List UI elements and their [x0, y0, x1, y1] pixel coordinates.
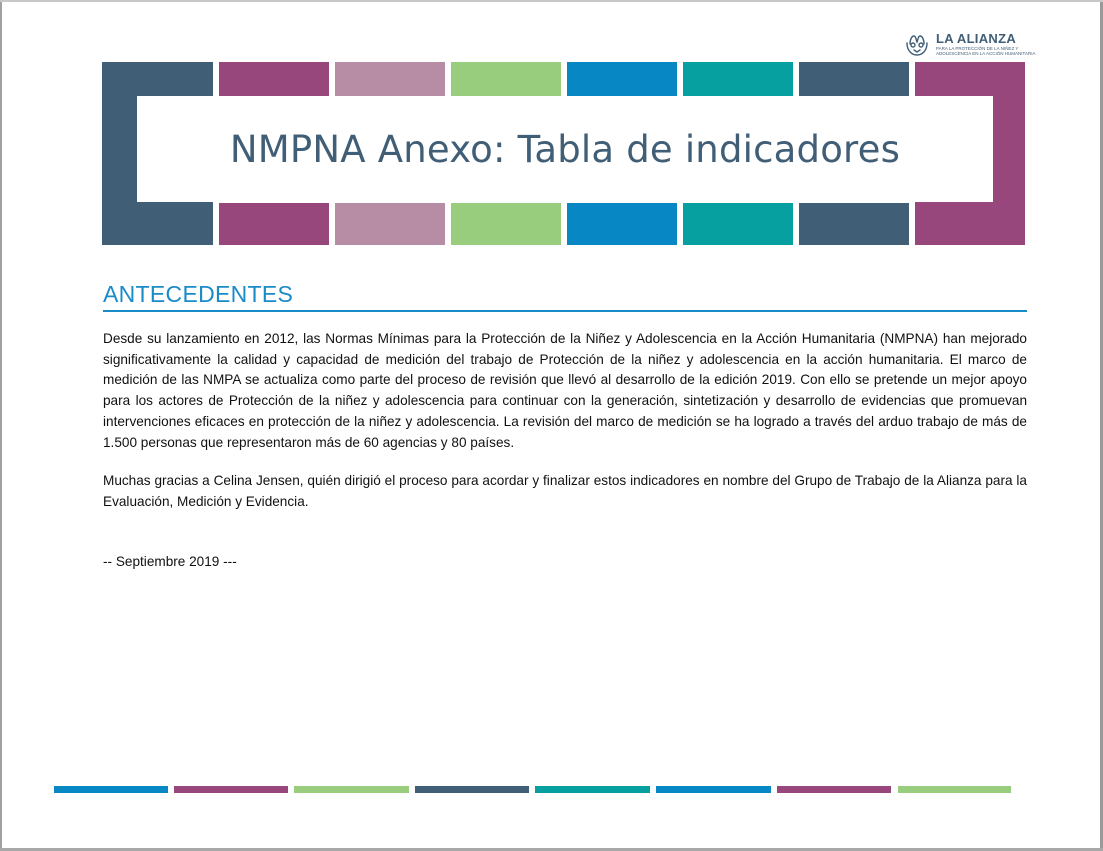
banner-block-plum-top	[219, 62, 329, 96]
banner-block-teal-bottom	[683, 203, 793, 245]
footer-bar-plum	[174, 786, 288, 793]
hands-heart-icon	[904, 31, 930, 57]
heading-underline	[103, 310, 1027, 312]
banner-block-mauve-top	[335, 62, 445, 96]
banner-block-mauve-bottom	[335, 203, 445, 245]
alianza-logo	[904, 31, 1036, 57]
paragraph-date: -- Septiembre 2019 ---	[103, 554, 237, 569]
footer-bar-blue-2	[656, 786, 771, 793]
footer-bar-teal	[535, 786, 650, 793]
banner-block-green-bottom	[451, 203, 561, 245]
logo-subtitle-line1: PARA LA PROTECCIÓN DE LA NIÑEZ Y	[936, 46, 1019, 51]
banner-block-slate-top	[799, 62, 909, 96]
section-heading: ANTECEDENTES	[103, 281, 294, 307]
banner-title-area	[137, 96, 993, 202]
logo-title: LA ALIANZA	[936, 31, 1017, 46]
banner-block-blue-top	[567, 62, 677, 96]
page-edge-left	[0, 2, 2, 851]
page-title: NMPNA Anexo: Tabla de indicadores	[229, 127, 901, 171]
footer-bar-blue	[54, 786, 168, 793]
banner-block-teal-top	[683, 62, 793, 96]
footer-bar-plum-2	[777, 786, 891, 793]
banner-block-blue-bottom	[567, 203, 677, 245]
footer-bar-slate	[415, 786, 529, 793]
paragraph-acknowledgement: Muchas gracias a Celina Jensen, quién dirigió el proceso para acordar y finalizar estos indicadores en nombre del Grupo de Trabajo de la Alianza para la Evaluación, Medición y Evidencia.	[103, 473, 1027, 509]
banner-block-plum-bottom	[219, 203, 329, 245]
paragraph-background: Desde su lanzamiento en 2012, las Normas Mínimas para la Protección de la Niñez y Adolescencia en la Acción Humanitaria (NMPNA) han mejorado significativamente la calidad y capacidad de medición del trabajo de Protección de la niñez y adolescencia en la acción humanitaria. El marco de medición de las NMPA se actualiza como parte del proceso de revisión que llevó al desarrollo de la edición 2019. Con ello se pretende un mejor apoyo para los actores de Protección de la niñez y adolescencia para continuar con la generación, sintetización y desarrollo de evidencias que promuevan intervenciones eficaces en protección de la niñez y adolescencia. La revisión del marco de medición se ha logrado a través del arduo trabajo de más de 1.500 personas que representaron más de 60 agencias y 80 países.	[103, 331, 1027, 450]
banner-block-slate-bottom	[799, 203, 909, 245]
footer-bar-green	[294, 786, 409, 793]
banner-block-green-top	[451, 62, 561, 96]
logo-subtitle-line2: ADOLESCENCIA EN LA ACCIÓN HUMANITARIA	[936, 51, 1036, 56]
footer-bar-green-2	[898, 786, 1011, 793]
